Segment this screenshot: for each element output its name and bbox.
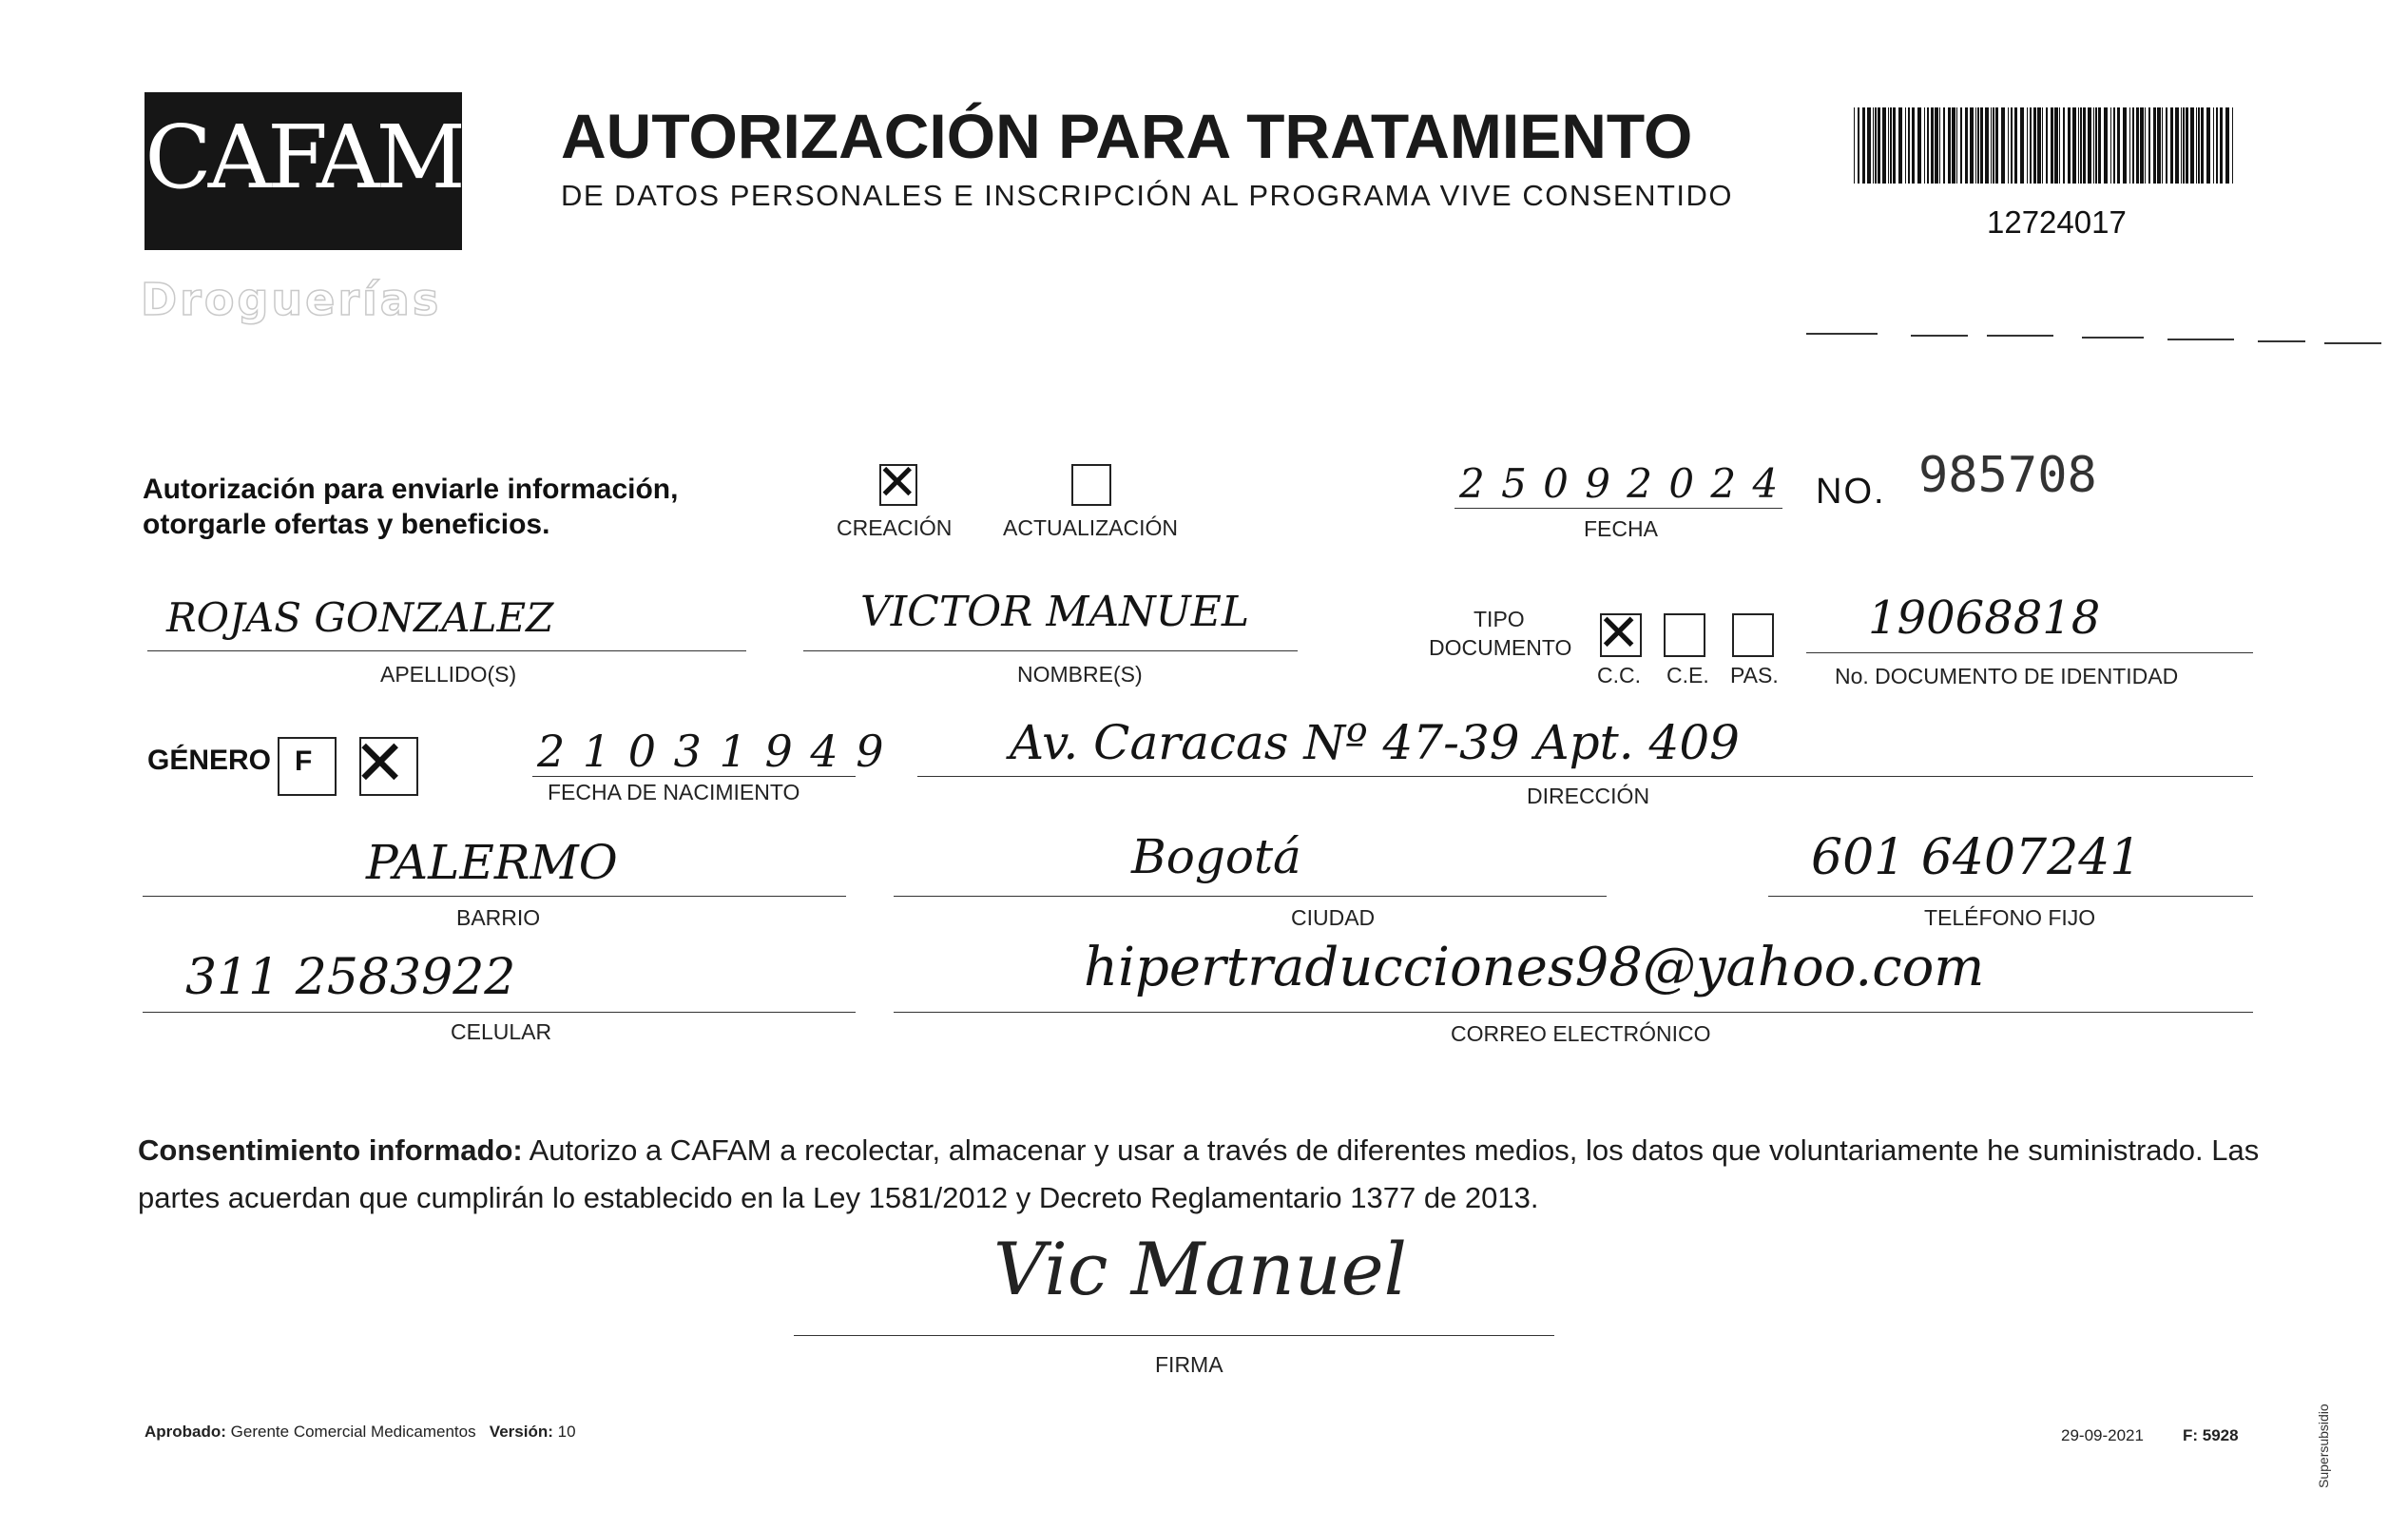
barcode-bar	[1939, 107, 1940, 184]
barcode-bar	[1931, 107, 1934, 184]
creation-label: CREACIÓN	[837, 515, 953, 540]
barcode-bar	[1882, 107, 1886, 184]
doc-number-value[interactable]: 19068818	[1868, 591, 2101, 645]
birth-date-value[interactable]: 2 1 0 3 1 9 4 9	[537, 726, 886, 777]
authorization-text-1: Autorización para enviarle información,	[143, 474, 679, 505]
header-dash	[2167, 339, 2234, 340]
barcode-bar	[2030, 107, 2032, 184]
barcode-bar	[2145, 107, 2146, 184]
barcode-bar	[2216, 107, 2218, 184]
barcode-bar	[2001, 107, 2005, 184]
date-label: FECHA	[1584, 516, 1658, 541]
signature-label: FIRMA	[1155, 1352, 1223, 1377]
version-label: Versión:	[489, 1423, 553, 1441]
barcode-bar	[2054, 107, 2058, 184]
barcode-number: 12724017	[1987, 204, 2127, 240]
barcode-bar	[1960, 107, 1962, 184]
version-value: 10	[557, 1423, 576, 1441]
neighborhood-label: BARRIO	[456, 905, 541, 930]
date-value[interactable]: 2 5 0 9 2 0 2 4	[1459, 460, 1781, 507]
barcode-bar	[1858, 107, 1859, 184]
barcode-bar	[1927, 107, 1929, 184]
doc-number-line	[1806, 652, 2253, 653]
neighborhood-line	[143, 896, 846, 897]
birth-date-label: FECHA DE NACIMIENTO	[548, 780, 800, 804]
barcode-bar	[1912, 107, 1915, 184]
barcode-bar	[2186, 107, 2188, 184]
barcode-bar	[2136, 107, 2139, 184]
doc-type-label-1: TIPO	[1474, 607, 1525, 631]
barcode-bar	[2068, 107, 2071, 184]
signature-line	[794, 1335, 1554, 1336]
barcode-bar	[1888, 107, 1889, 184]
update-label: ACTUALIZACIÓN	[1003, 515, 1179, 540]
barcode-icon	[1854, 107, 2239, 184]
number-label: NO.	[1816, 472, 1886, 512]
barcode-bar	[1878, 107, 1880, 184]
barcode-bar	[2011, 107, 2013, 184]
barcode-bar	[2157, 107, 2161, 184]
barcode-bar	[1893, 107, 1896, 184]
gender-m-check-mark: ✕	[354, 726, 407, 800]
barcode-bar	[2014, 107, 2017, 184]
barcode-bar	[2117, 107, 2120, 184]
phone-label: TELÉFONO FIJO	[1924, 905, 2096, 930]
name-label: NOMBRE(S)	[1017, 662, 1143, 687]
update-checkbox[interactable]	[1071, 464, 1111, 506]
gender-label: GÉNERO	[147, 745, 272, 776]
barcode-bar	[1948, 107, 1951, 184]
barcode-bar	[1965, 107, 1968, 184]
barcode-bar	[2213, 107, 2214, 184]
barcode-bar	[2232, 107, 2233, 184]
footer-code: F: 5928	[2183, 1426, 2239, 1444]
approved-value: Gerente Comercial Medicamentos	[230, 1423, 476, 1441]
surname-value[interactable]: ROJAS GONZALEZ	[166, 594, 554, 641]
date-line	[1454, 508, 1782, 509]
barcode-bar	[2037, 107, 2041, 184]
doc-type-ce-label: C.E.	[1666, 663, 1709, 688]
consent-text: Autorizo a CAFAM a recolectar, almacenar y usar a través de diferentes medios, los datos que voluntariamente he suministrado. Las partes acuerdan que cumplirán lo establecido en la Ley 1581/2012 y Decreto Reglamentario 1377 de 2013.	[138, 1133, 2260, 1214]
cafam-logo: CAFAM	[144, 107, 462, 208]
barcode-bar	[2080, 107, 2082, 184]
creation-check-mark: ✕	[877, 455, 918, 512]
supersubsidio-vertical-label	[2316, 1241, 2337, 1488]
barcode-bar	[2033, 107, 2036, 184]
consent-paragraph	[138, 1127, 2267, 1222]
barcode-bar	[1977, 107, 1979, 184]
header-dash	[2082, 337, 2144, 339]
barcode-bar	[1991, 107, 1992, 184]
barcode-bar	[2063, 107, 2065, 184]
header-dash	[1987, 335, 2053, 337]
barcode-bar	[1867, 107, 1871, 184]
form-subtitle: DE DATOS PERSONALES E INSCRIPCIÓN AL PROGRAMA VIVE CONSENTIDO	[561, 179, 1734, 212]
doc-type-cc-check-mark: ✕	[1597, 603, 1641, 663]
barcode-bar	[1995, 107, 1998, 184]
barcode-bar	[2093, 107, 2094, 184]
barcode-bar	[1875, 107, 1877, 184]
barcode-bar	[1970, 107, 1974, 184]
barcode-bar	[2008, 107, 2009, 184]
birth-date-line	[532, 776, 856, 777]
barcode-bar	[1905, 107, 1906, 184]
barcode-bar	[2153, 107, 2156, 184]
barcode-bar	[1935, 107, 1938, 184]
signature-value[interactable]: Vic Manuel	[993, 1227, 1407, 1311]
mobile-value[interactable]: 311 2583922	[185, 949, 516, 1006]
address-label: DIRECCIÓN	[1527, 784, 1650, 808]
barcode-bar	[2046, 107, 2048, 184]
form-title: AUTORIZACIÓN PARA TRATAMIENTO	[561, 101, 1693, 171]
barcode-bar	[2110, 107, 2111, 184]
barcode-bar	[2095, 107, 2097, 184]
barcode-bar	[2225, 107, 2229, 184]
city-value[interactable]: Bogotá	[1131, 829, 1301, 884]
barcode-bar	[1956, 107, 1957, 184]
barcode-bar	[2190, 107, 2194, 184]
authorization-text-2: otorgarle ofertas y beneficios.	[143, 509, 550, 540]
name-value[interactable]: VICTOR MANUEL	[860, 588, 1250, 636]
barcode-bar	[1943, 107, 1945, 184]
barcode-bar	[2170, 107, 2173, 184]
doc-type-cc-label: C.C.	[1597, 663, 1641, 688]
barcode-bar	[2196, 107, 2197, 184]
barcode-bar	[1862, 107, 1865, 184]
footer-approval	[144, 1423, 576, 1442]
header-dash	[1806, 333, 1878, 335]
barcode-bar	[2183, 107, 2185, 184]
form-number: 985708	[1918, 447, 2097, 504]
barcode-bar	[2083, 107, 2086, 184]
barcode-bar	[1873, 107, 1874, 184]
city-label: CIUDAD	[1291, 905, 1376, 930]
barcode-bar	[2042, 107, 2043, 184]
barcode-bar	[1975, 107, 1976, 184]
doc-type-ce-checkbox[interactable]	[1664, 613, 1705, 657]
barcode-bar	[2123, 107, 2127, 184]
barcode-bar	[1917, 107, 1921, 184]
phone-line	[1768, 896, 2253, 897]
doc-number-label: No. DOCUMENTO DE IDENTIDAD	[1835, 664, 2179, 688]
barcode-bar	[2129, 107, 2130, 184]
supersubsidio-text: Supersubsidio	[2316, 1404, 2331, 1488]
header-dash	[1911, 335, 1968, 337]
barcode-bar	[2148, 107, 2150, 184]
barcode-bar	[2220, 107, 2223, 184]
barcode-bar	[2020, 107, 2024, 184]
gender-f-label: F	[295, 746, 313, 777]
mobile-line	[143, 1012, 856, 1013]
barcode-bar	[2175, 107, 2179, 184]
doc-type-pas-checkbox[interactable]	[1732, 613, 1774, 657]
barcode-bar	[2201, 107, 2204, 184]
header-dash	[2324, 342, 2381, 344]
address-line	[917, 776, 2253, 777]
barcode-bar	[2162, 107, 2163, 184]
surname-label: APELLIDO(S)	[380, 662, 517, 687]
name-line	[803, 650, 1298, 651]
barcode-bar	[2027, 107, 2028, 184]
barcode-bar	[2140, 107, 2144, 184]
barcode-bar	[1908, 107, 1910, 184]
doc-type-pas-label: PAS.	[1730, 663, 1779, 688]
barcode-bar	[2104, 107, 2108, 184]
barcode-bar	[1924, 107, 1925, 184]
barcode-bar	[2059, 107, 2060, 184]
surname-line	[147, 650, 746, 651]
neighborhood-value[interactable]: PALERMO	[366, 835, 618, 890]
barcode-bar	[2051, 107, 2053, 184]
email-value[interactable]: hipertraducciones98@yahoo.com	[1084, 937, 1985, 998]
address-value[interactable]: Av. Caracas Nº 47-39 Apt. 409	[1010, 715, 1740, 770]
barcode-bar	[2072, 107, 2076, 184]
footer-date: 29-09-2021	[2061, 1426, 2144, 1444]
mobile-label: CELULAR	[451, 1019, 552, 1044]
barcode-bar	[2166, 107, 2167, 184]
barcode-bar	[2113, 107, 2115, 184]
barcode-bar	[2181, 107, 2182, 184]
header-dash	[2258, 340, 2305, 342]
consent-heading: Consentimiento informado:	[138, 1133, 523, 1167]
email-line	[894, 1012, 2253, 1013]
barcode-bar	[2078, 107, 2079, 184]
barcode-bar	[2132, 107, 2134, 184]
barcode-bar	[1980, 107, 1983, 184]
barcode-bar	[1898, 107, 1902, 184]
barcode-bar	[1890, 107, 1892, 184]
barcode-bar	[1854, 107, 1855, 184]
barcode-bar	[2098, 107, 2101, 184]
barcode-bar	[2088, 107, 2091, 184]
logo-subtitle: Droguerías	[141, 274, 442, 325]
phone-value[interactable]: 601 6407241	[1811, 829, 2142, 886]
barcode-bar	[2198, 107, 2200, 184]
email-label: CORREO ELECTRÓNICO	[1451, 1021, 1711, 1046]
barcode-bar	[1993, 107, 1994, 184]
city-line	[894, 896, 1607, 897]
barcode-bar	[1952, 107, 1955, 184]
barcode-bar	[2206, 107, 2210, 184]
approved-label: Aprobado:	[144, 1423, 226, 1441]
doc-type-label-2: DOCUMENTO	[1429, 635, 1572, 660]
barcode-bar	[1985, 107, 1989, 184]
